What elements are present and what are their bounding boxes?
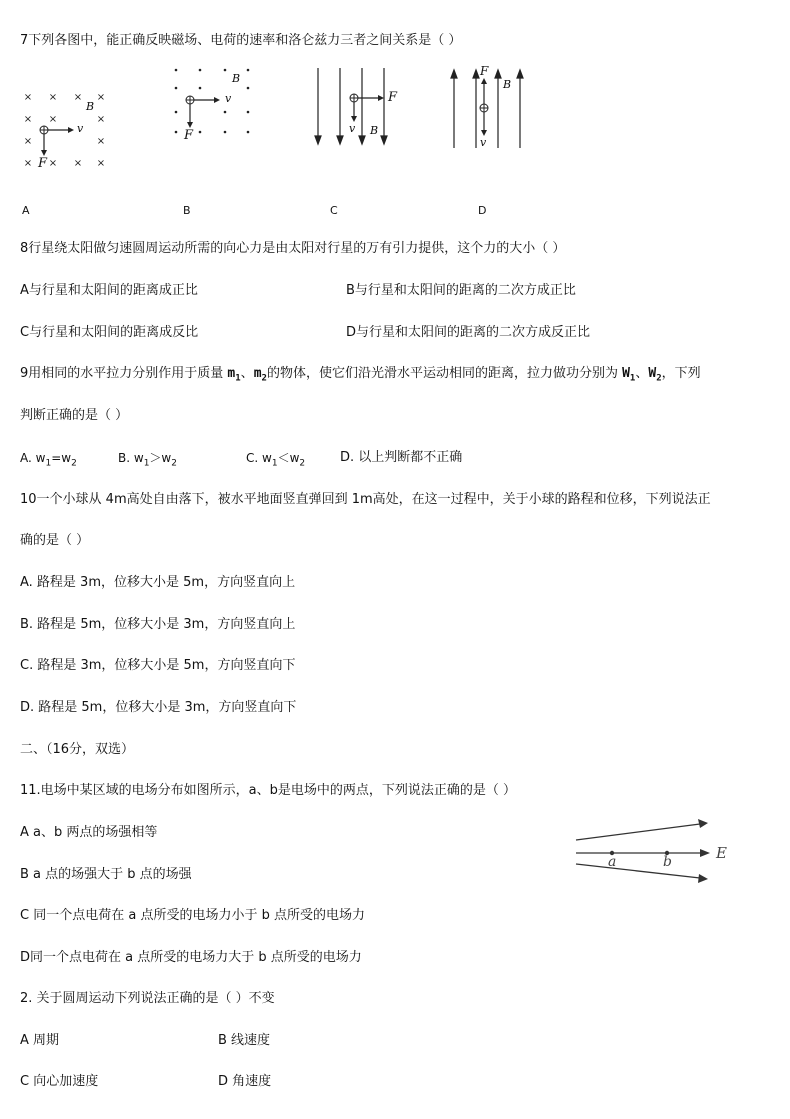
q12-option-a: A 周期 — [20, 1033, 60, 1048]
q9-work-1-symbol: W — [622, 366, 630, 381]
q9-option-a-eq: =w — [51, 451, 72, 465]
q9-option-d: D. 以上判断都不正确 — [340, 450, 463, 465]
q9-work-2 — [648, 366, 662, 384]
q7-b-label-b: B — [232, 72, 241, 85]
q9-option-a-w: A. w — [20, 451, 46, 465]
q7-d-label-v: v — [480, 136, 487, 149]
q11-label-e: E — [716, 844, 727, 862]
q9-option-c-w: C. w — [246, 451, 272, 465]
q11-label-b: b — [663, 854, 672, 870]
q9-mass-2-subscript: 2 — [261, 373, 267, 384]
svg-text:×: × — [23, 92, 33, 103]
q7-option-c: C — [330, 204, 338, 217]
q9-separator: 、 — [240, 366, 254, 381]
q7-b-label-v: v — [225, 92, 232, 105]
svg-text:×: × — [48, 158, 58, 169]
q8-option-d: D与行星和太阳间的距离的二次方成反正比 — [346, 325, 591, 340]
q7-option-b: B — [183, 204, 191, 217]
q7-a-label-f: F — [38, 156, 48, 171]
svg-text:×: × — [23, 114, 33, 125]
section-2-title: 二、（16分，双选） — [20, 742, 135, 757]
q9-stem-part-c: ，下列 — [661, 366, 701, 381]
q7-figure-c — [310, 66, 400, 150]
svg-text:×: × — [96, 136, 106, 147]
q11-option-c: C 同一个点电荷在 a 点所受的电场力小于 b 点所受的电场力 — [20, 908, 365, 923]
q8-option-a: A与行星和太阳间的距离成正比 — [20, 283, 198, 298]
svg-text:×: × — [73, 158, 83, 169]
q8-option-c: C与行星和太阳间的距离成反比 — [20, 325, 199, 340]
q10-option-d: D. 路程是 5m，位移大小是 3m，方向竖直向下 — [20, 700, 297, 715]
q9-option-b-w: B. w — [118, 451, 144, 465]
q9-mass-2 — [253, 366, 267, 384]
svg-text:×: × — [96, 114, 106, 125]
q9-stem-part-b: 的物体，使它们沿光滑水平运动相同的距离，拉力做功分别为 — [266, 366, 618, 381]
q9-option-c-sub1: 1 — [271, 458, 278, 469]
q9-work-2-symbol: W — [648, 366, 657, 381]
q9-separator-2: 、 — [635, 366, 649, 381]
svg-text:×: × — [73, 92, 83, 103]
q11-option-d: D同一个点电荷在 a 点所受的电场力大于 b 点所受的电场力 — [20, 950, 362, 965]
q9-work-1-subscript: 1 — [629, 373, 636, 384]
q9-mass-1 — [227, 366, 241, 384]
q7-figure-a — [18, 84, 118, 174]
q9-option-b — [118, 449, 177, 472]
q7-c-label-v: v — [349, 122, 356, 135]
q7-a-label-v: v — [77, 122, 84, 135]
q7-c-label-f: F — [388, 90, 398, 105]
q9-stem-line-2: 判断正确的是（ ） — [20, 408, 129, 423]
q10-option-a: A. 路程是 3m，位移大小是 5m，方向竖直向上 — [20, 575, 296, 590]
svg-text:×: × — [23, 136, 33, 147]
q12-option-c: C 向心加速度 — [20, 1074, 99, 1089]
q7-option-a: A — [22, 204, 30, 217]
q9-stem — [20, 365, 701, 388]
q12-stem: 2. 关于圆周运动下列说法正确的是（ ）不变 — [20, 991, 275, 1006]
svg-text:×: × — [96, 158, 106, 169]
q9-option-b-sub1: 1 — [143, 458, 150, 469]
q9-option-b-sub2: 2 — [171, 458, 177, 469]
q9-option-c — [246, 449, 305, 472]
q7-figure-b — [170, 62, 260, 146]
q11-option-a: A a、b 两点的场强相等 — [20, 825, 158, 840]
q9-mass-1-subscript: 1 — [235, 373, 241, 384]
q12-option-d: D 角速度 — [218, 1074, 272, 1089]
svg-text:×: × — [48, 114, 58, 125]
q7-option-d: D — [478, 204, 487, 217]
q7-d-label-f: F — [480, 64, 489, 78]
q9-work-1 — [622, 366, 636, 384]
q7-b-label-f: F — [184, 128, 194, 143]
q11-option-b: B a 点的场强大于 b 点的场强 — [20, 867, 192, 882]
q7-stem: 7下列各图中，能正确反映磁场、电荷的速率和洛仑兹力三者之间关系是（ ） — [20, 33, 462, 48]
q9-stem-part-a: 9用相同的水平拉力分别作用于质量 — [20, 366, 224, 381]
q9-option-a-sub1: 1 — [45, 458, 52, 469]
q10-stem: 10一个小球从 4m高处自由落下，被水平地面竖直弹回到 1m高处，在这一过程中，关于小球的路程和位移，下列说法正 — [20, 492, 711, 507]
q9-work-2-subscript: 2 — [656, 373, 662, 384]
svg-text:×: × — [48, 92, 58, 103]
q9-option-a-sub2: 2 — [71, 458, 77, 469]
svg-text:×: × — [96, 92, 106, 103]
q11-field-figure — [570, 816, 740, 892]
q9-mass-1-symbol: m — [227, 366, 236, 381]
q9-option-c-lt: ＜w — [277, 451, 300, 465]
q10-option-b: B. 路程是 5m，位移大小是 3m，方向竖直向上 — [20, 617, 296, 632]
q9-option-c-sub2: 2 — [299, 458, 306, 469]
q7-c-label-b: B — [370, 124, 379, 137]
q10-option-c: C. 路程是 3m，位移大小是 5m，方向竖直向下 — [20, 658, 296, 673]
q10-stem-line-2: 确的是（ ） — [20, 533, 90, 548]
q12-option-b: B 线速度 — [218, 1033, 271, 1048]
q11-stem: 11.电场中某区域的电场分布如图所示，a、b是电场中的两点，下列说法正确的是（ ） — [20, 783, 517, 798]
q7-figure-d — [446, 66, 536, 150]
q9-mass-2-symbol: m — [253, 366, 262, 381]
q7-d-label-b: B — [503, 78, 512, 91]
q7-a-label-b: B — [86, 100, 95, 113]
q8-option-b: B与行星和太阳间的距离的二次方成正比 — [346, 283, 576, 298]
q9-option-b-gt: ＞w — [149, 451, 172, 465]
svg-text:×: × — [23, 158, 33, 169]
q9-option-a — [20, 449, 77, 472]
q8-stem: 8行星绕太阳做匀速圆周运动所需的向心力是由太阳对行星的万有引力提供，这个力的大小（ ） — [20, 241, 566, 256]
q11-label-a: a — [608, 854, 617, 870]
